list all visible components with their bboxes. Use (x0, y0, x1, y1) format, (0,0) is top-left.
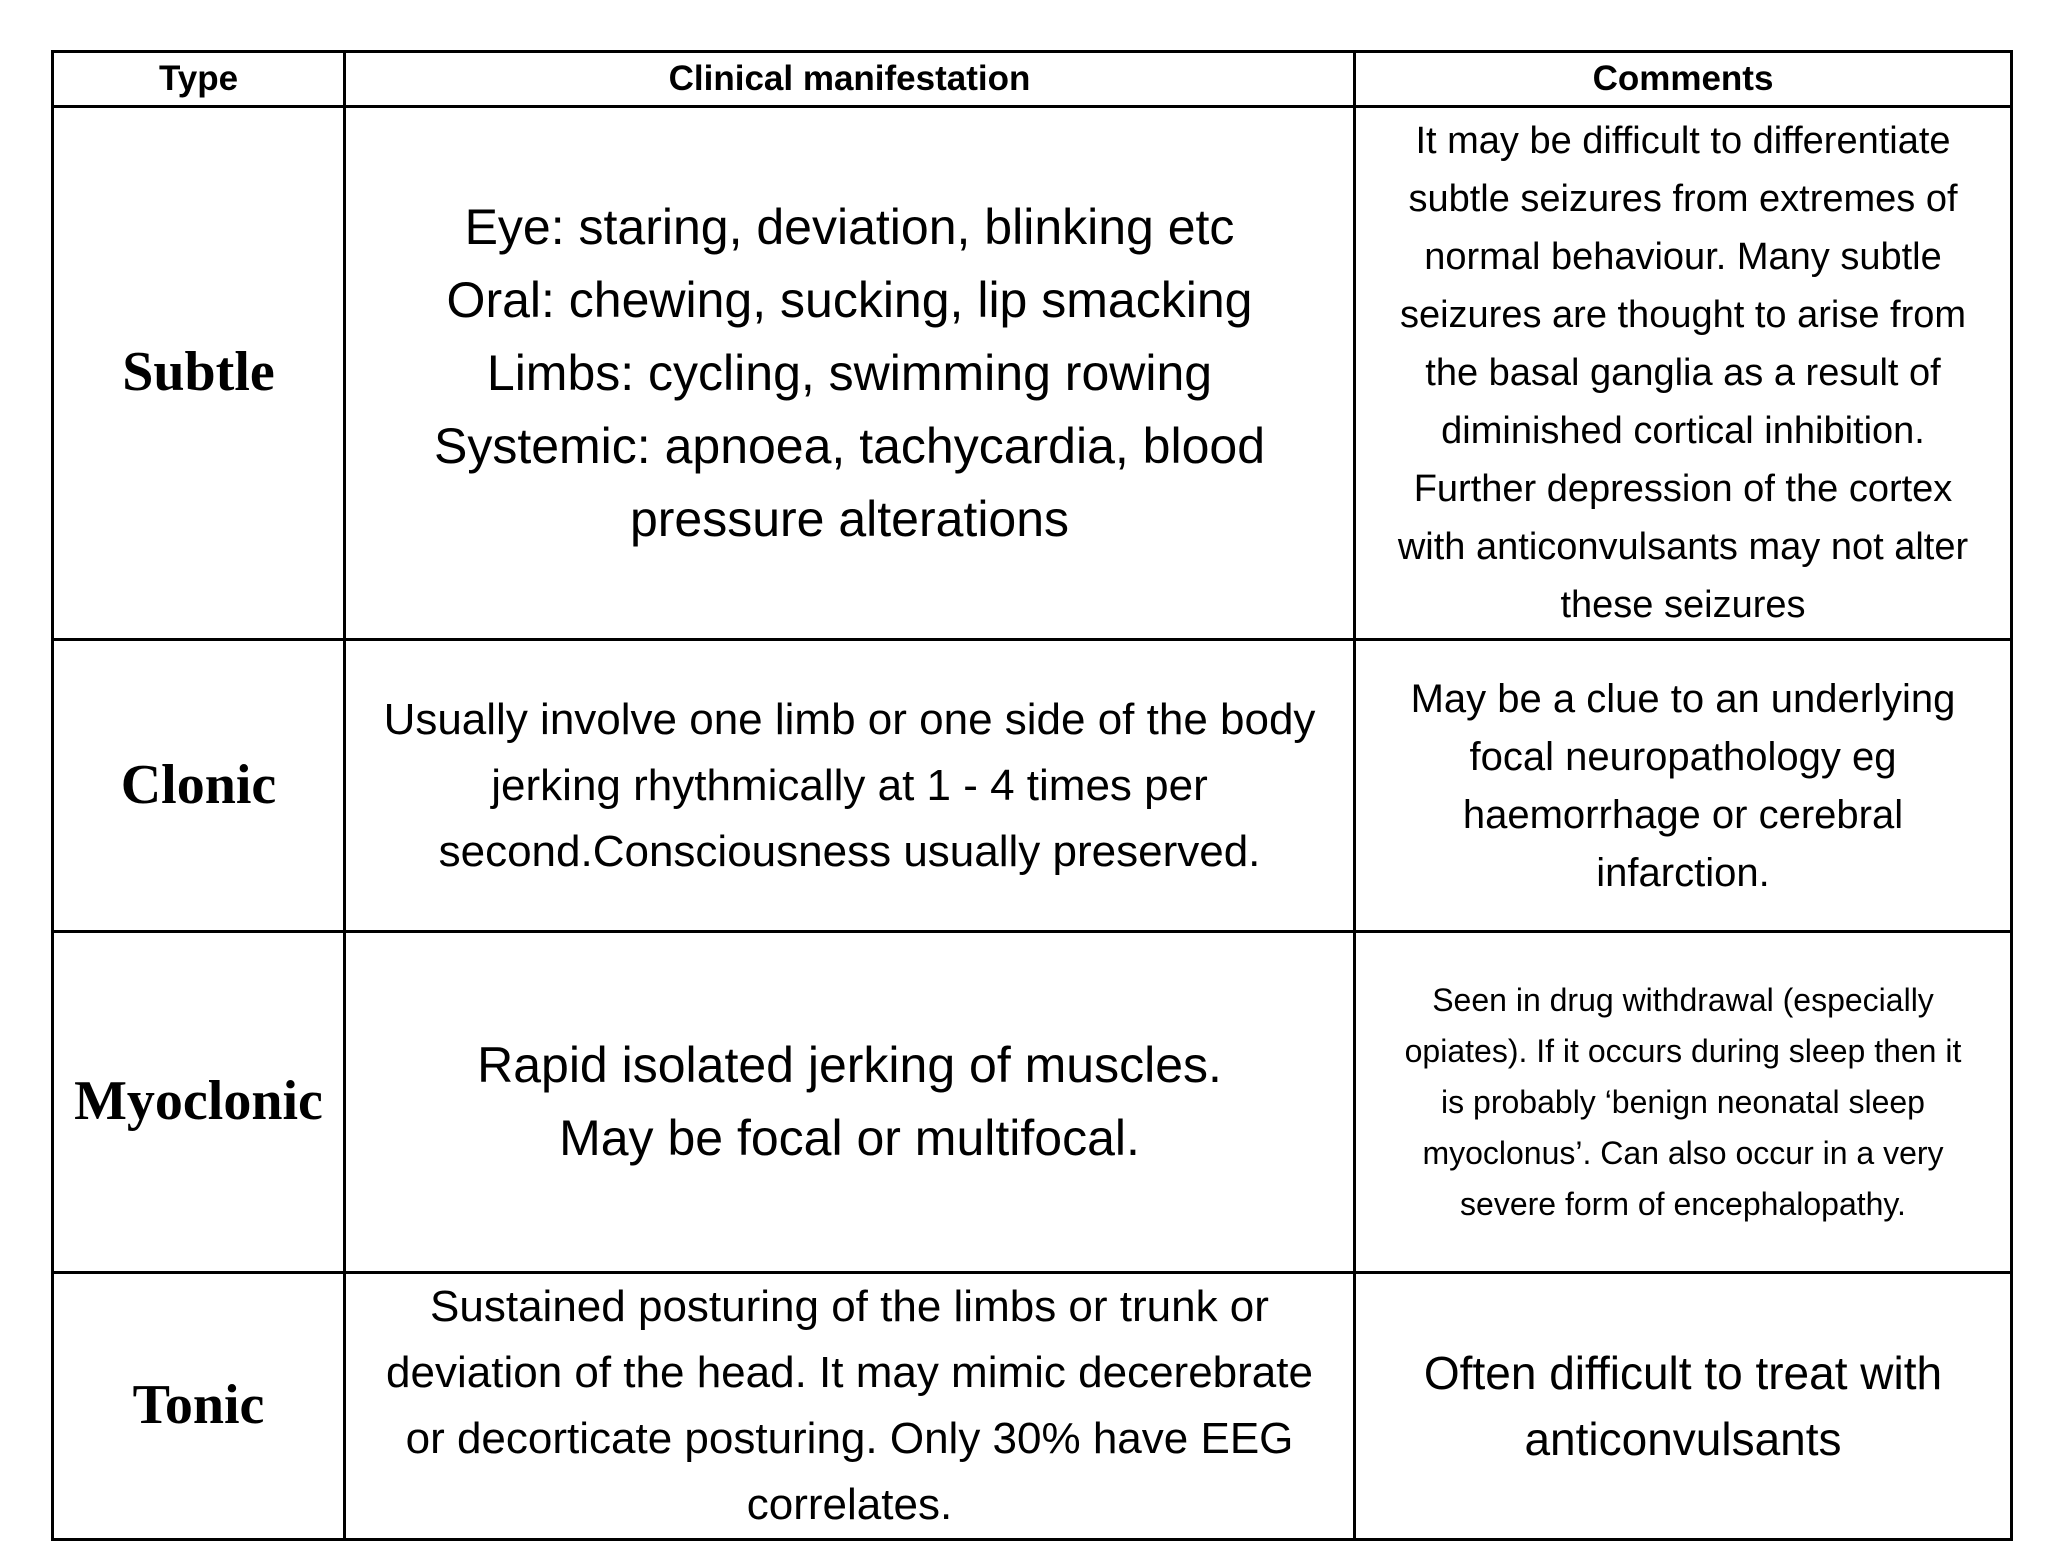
type-label-clonic: Clonic (120, 753, 277, 816)
type-cell (53, 932, 345, 1273)
comments-cell (1355, 107, 2012, 640)
manifestation-text-tonic: Sustained posturing of the limbs or trunk or deviation of the head. It may mimic decerebrate or decorticate posturing. Only 30% have EEG correlates. (386, 1282, 1313, 1529)
comments-cell (1355, 932, 2012, 1273)
seizure-types-table (51, 50, 2013, 1541)
manifestation-cell (345, 107, 1355, 640)
manifestation-cell (345, 640, 1355, 932)
header-comments: Comments (1355, 52, 2012, 107)
manifestation-text-myoclonic: Rapid isolated jerking of muscles. May be focal or multifocal. (477, 1037, 1222, 1166)
table-row-tonic (53, 1273, 2012, 1540)
type-label-myoclonic: Myoclonic (74, 1070, 323, 1133)
type-label-tonic: Tonic (132, 1374, 265, 1437)
header-clinical-manifestation: Clinical manifestation (345, 52, 1355, 107)
comments-cell (1355, 640, 2012, 932)
comments-cell (1355, 1273, 2012, 1540)
comments-text-clonic: May be a clue to an underlying focal neuropathology eg haemorrhage or cerebral infarction. (1410, 676, 1956, 895)
table-row-clonic (53, 640, 2012, 932)
manifestation-text-subtle: Eye: staring, deviation, blinking etc Oral: chewing, sucking, lip smacking Limbs: cycling, swimming rowing Systemic: apnoea, tachycardia, blood pressure alterations (433, 198, 1266, 547)
comments-text-myoclonic: Seen in drug withdrawal (especially opiates). If it occurs during sleep then it is probably ‘benign neonatal sleep myoclonus’. Can also occur in a very severe form of encephalopathy. (1404, 981, 1962, 1222)
manifestation-cell (345, 932, 1355, 1273)
manifestation-cell (345, 1273, 1355, 1540)
type-cell (53, 107, 345, 640)
header-type: Type (53, 52, 345, 107)
table-row-subtle (53, 107, 2012, 640)
comments-text-subtle: It may be difficult to differentiate subtle seizures from extremes of normal behaviour. Many subtle seizures are thought to arise from the basal ganglia as a result of diminished cortical inhibition. Further depression of the cortex with anticonvulsants may not alter these seizures (1397, 120, 1969, 626)
comments-text-tonic: Often difficult to treat with anticonvulsants (1423, 1347, 1943, 1465)
type-cell (53, 640, 345, 932)
type-cell (53, 1273, 345, 1540)
manifestation-text-clonic: Usually involve one limb or one side of the body jerking rhythmically at 1 - 4 times per second.Consciousness usually preserved. (383, 694, 1316, 876)
table-row-myoclonic (53, 932, 2012, 1273)
header-row (53, 52, 2012, 107)
type-label-subtle: Subtle (122, 341, 275, 404)
